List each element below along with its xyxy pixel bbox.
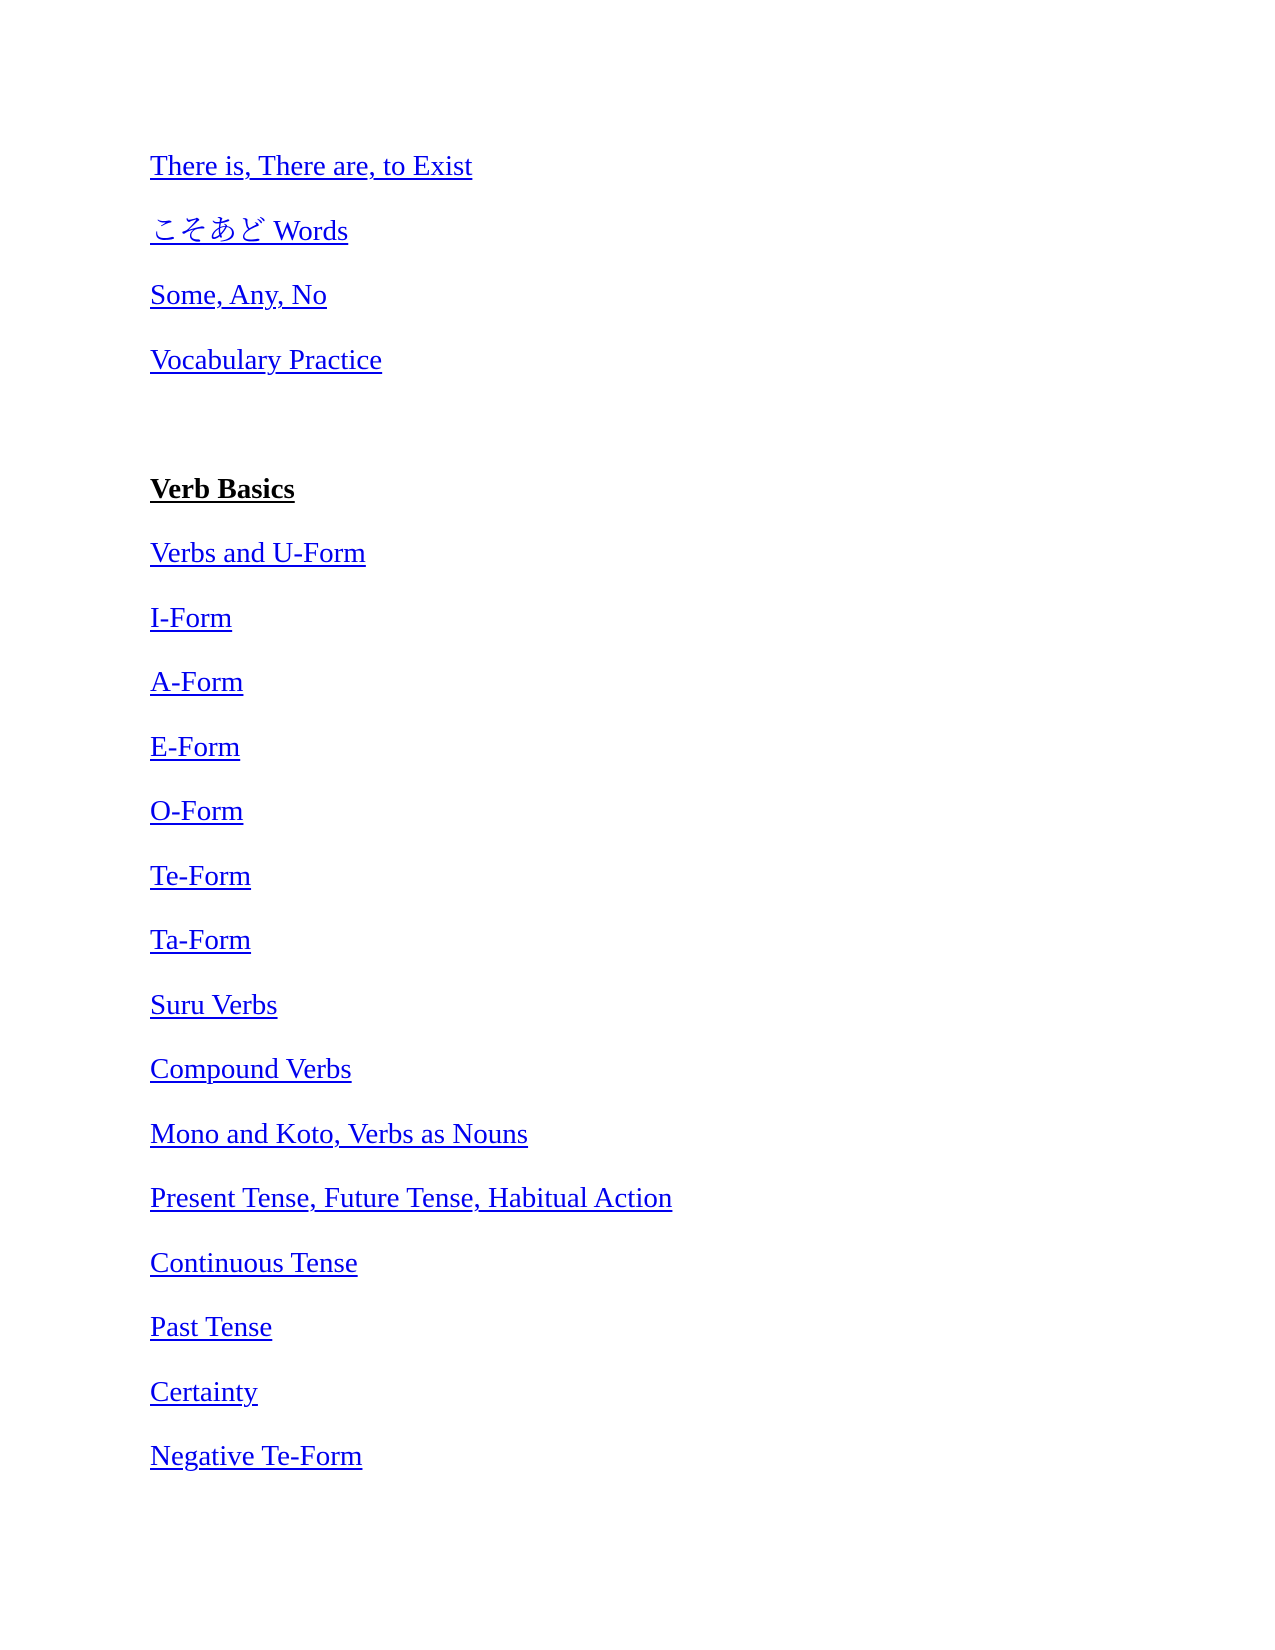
link-a-form[interactable]: A-Form <box>150 666 244 698</box>
link-there-is-there-are-to-exist[interactable]: There is, There are, to Exist <box>150 150 473 182</box>
link-o-form[interactable]: O-Form <box>150 795 244 827</box>
link-kosoado-words[interactable]: こそあど Words <box>150 215 349 247</box>
link-certainty[interactable]: Certainty <box>150 1376 258 1408</box>
link-negative-te-form[interactable]: Negative Te-Form <box>150 1440 363 1472</box>
link-e-form[interactable]: E-Form <box>150 731 241 763</box>
link-vocabulary-practice[interactable]: Vocabulary Practice <box>150 344 383 376</box>
link-suru-verbs[interactable]: Suru Verbs <box>150 989 278 1021</box>
link-te-form[interactable]: Te-Form <box>150 860 252 892</box>
link-mono-and-koto[interactable]: Mono and Koto, Verbs as Nouns <box>150 1118 529 1150</box>
link-present-future-habitual[interactable]: Present Tense, Future Tense, Habitual Action <box>150 1182 673 1214</box>
link-compound-verbs[interactable]: Compound Verbs <box>150 1053 352 1085</box>
link-verbs-and-u-form[interactable]: Verbs and U-Form <box>150 537 366 569</box>
link-some-any-no[interactable]: Some, Any, No <box>150 279 327 311</box>
document-page <box>150 0 1150 1650</box>
section-heading-verb-basics: Verb Basics <box>150 473 295 505</box>
link-past-tense[interactable]: Past Tense <box>150 1311 273 1343</box>
link-i-form[interactable]: I-Form <box>150 602 233 634</box>
link-ta-form[interactable]: Ta-Form <box>150 924 252 956</box>
link-continuous-tense[interactable]: Continuous Tense <box>150 1247 358 1279</box>
